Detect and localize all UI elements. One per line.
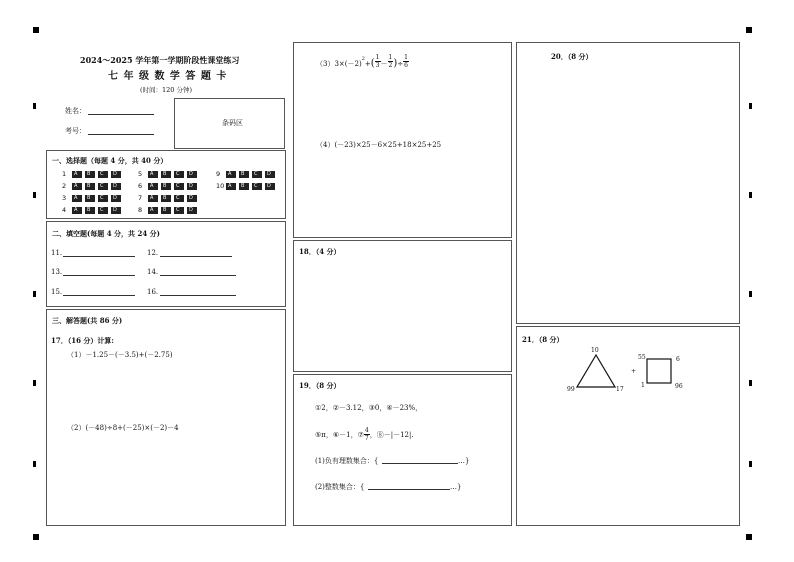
barcode-label: 条码区: [222, 119, 243, 127]
q18-title: 18．（4 分）: [299, 247, 341, 256]
mc-option-a-bubble[interactable]: [72, 171, 82, 178]
q17-part3-frac3-den: 6: [404, 62, 408, 69]
blank-label-11: 11.: [51, 249, 63, 257]
blank-label-16: 16.: [147, 288, 159, 296]
mc-option-letter: B: [87, 194, 91, 201]
mc-option-d-bubble[interactable]: [187, 207, 197, 214]
registration-mark-right-4: [749, 380, 752, 386]
mc-option-letter: C: [176, 170, 180, 177]
q17-part3-paren-close: ): [393, 58, 398, 70]
mc-option-a-bubble[interactable]: [226, 171, 236, 178]
mc-option-letter: B: [163, 182, 167, 189]
q21-triangle-top: 10: [591, 347, 599, 354]
exam-no-label: 考号：: [65, 127, 86, 135]
mc-question-10: [216, 182, 278, 191]
mc-option-a-bubble[interactable]: [72, 183, 82, 190]
mc-option-c-bubble[interactable]: [252, 183, 262, 190]
mc-option-d-bubble[interactable]: [111, 183, 121, 190]
answer-area-q18: [293, 240, 512, 372]
mc-question-1: [62, 170, 124, 179]
mc-option-letter: A: [228, 182, 232, 189]
mc-question-number: 2: [62, 182, 67, 190]
q17-part3-frac1-num: 1: [375, 54, 380, 61]
mc-option-b-bubble[interactable]: [85, 195, 95, 202]
mc-question-number: 6: [138, 182, 143, 190]
q21-square-tl: 55: [638, 354, 646, 361]
mc-option-letter: B: [163, 194, 167, 201]
q21-square: [647, 359, 671, 383]
q17-part3-frac2-num: 1: [388, 54, 393, 61]
q21-square-bl: 1: [641, 382, 645, 389]
mc-option-b-bubble[interactable]: [85, 183, 95, 190]
mc-question-9: [216, 170, 278, 179]
q19-fraction-den: 7: [364, 435, 369, 442]
mc-option-letter: C: [100, 170, 104, 177]
q19-title: 19．（8 分）: [299, 381, 341, 390]
mc-option-b-bubble[interactable]: [239, 171, 249, 178]
registration-mark-left-4: [33, 380, 36, 386]
mc-option-letter: B: [163, 206, 167, 213]
exam-no-field[interactable]: [88, 134, 154, 135]
mc-option-c-bubble[interactable]: [98, 171, 108, 178]
mc-option-c-bubble[interactable]: [98, 207, 108, 214]
answer-area-q19: [293, 374, 512, 526]
mc-option-d-bubble[interactable]: [111, 171, 121, 178]
q21-triangle-right: 17: [616, 386, 624, 393]
mc-option-letter: D: [189, 182, 193, 189]
mc-question-7: [138, 194, 200, 203]
mc-option-a-bubble[interactable]: [72, 195, 82, 202]
mc-question-number: 7: [138, 194, 143, 202]
registration-mark-left-2: [33, 192, 36, 198]
mc-option-letter: C: [254, 170, 258, 177]
mc-option-b-bubble[interactable]: [85, 207, 95, 214]
mc-question-number: 4: [62, 206, 67, 214]
mc-option-letter: C: [176, 182, 180, 189]
mc-option-b-bubble[interactable]: [161, 195, 171, 202]
mc-option-letter: D: [113, 206, 117, 213]
mc-option-letter: A: [150, 182, 154, 189]
mc-option-letter: A: [150, 170, 154, 177]
q17-part3-minus: －: [380, 60, 388, 69]
mc-option-letter: D: [113, 194, 117, 201]
registration-mark-right-3: [749, 291, 752, 297]
mc-option-c-bubble[interactable]: [98, 183, 108, 190]
q19-numbers-line1: ①2，②－3.12，③0，④－23%，: [315, 404, 423, 412]
registration-mark-left-1: [33, 103, 36, 109]
q21-triangle: [577, 355, 615, 387]
mc-option-letter: A: [150, 194, 154, 201]
q20-title: 20．（8 分）: [551, 52, 593, 61]
mc-option-letter: D: [189, 170, 193, 177]
mc-option-b-bubble[interactable]: [161, 183, 171, 190]
mc-option-a-bubble[interactable]: [148, 171, 158, 178]
q17-part3-paren-open: (: [370, 58, 375, 70]
mc-option-c-bubble[interactable]: [174, 195, 184, 202]
mc-question-number: 8: [138, 206, 143, 214]
mc-option-letter: D: [267, 182, 271, 189]
q17-title: 17．（16 分）计算:: [51, 336, 115, 345]
mc-question-4: [62, 206, 124, 215]
blank-label-14: 14.: [147, 268, 159, 276]
registration-mark-right-5: [749, 461, 752, 467]
mc-question-6: [138, 182, 200, 191]
answer-card-title: 七 年 级 数 学 答 题 卡: [108, 71, 228, 82]
mc-option-letter: A: [74, 206, 78, 213]
blank-field-12[interactable]: [160, 256, 232, 257]
mc-option-a-bubble[interactable]: [72, 207, 82, 214]
q17-part3-plus: +: [364, 60, 371, 69]
q21-square-br: 96: [675, 383, 683, 390]
registration-mark-left-3: [33, 291, 36, 297]
mc-option-b-bubble[interactable]: [239, 183, 249, 190]
answer-area-q20: [516, 42, 740, 324]
registration-mark-right-2: [749, 192, 752, 198]
mc-option-letter: B: [241, 182, 245, 189]
mc-option-letter: D: [113, 170, 117, 177]
blank-label-15: 15.: [51, 288, 63, 296]
registration-mark-tr: [746, 27, 752, 33]
q21-title: 21．（8 分）: [522, 335, 564, 344]
mc-option-c-bubble[interactable]: [174, 183, 184, 190]
mc-option-b-bubble[interactable]: [85, 171, 95, 178]
registration-mark-tl: [33, 27, 39, 33]
mc-option-letter: D: [189, 194, 193, 201]
q17-part2: （2）(－48)÷8+(－25)×(－2)－4: [67, 424, 179, 432]
mc-option-c-bubble[interactable]: [252, 171, 262, 178]
q19-negative-set-end: …}: [458, 457, 470, 465]
name-field[interactable]: [88, 114, 154, 115]
registration-mark-left-5: [33, 461, 36, 467]
q19-integer-set-end: …}: [450, 483, 462, 491]
registration-mark-br: [746, 534, 752, 540]
q19-numbers-line2: [315, 427, 414, 445]
mc-option-letter: A: [228, 170, 232, 177]
mc-option-d-bubble[interactable]: [265, 171, 275, 178]
q19-integer-set-label: (2)整数集合：{: [315, 483, 365, 491]
blank-label-12: 12.: [147, 249, 159, 257]
q17-part3-frac1-den: 3: [375, 62, 380, 69]
q19-negative-set-field[interactable]: [382, 463, 458, 464]
mc-option-d-bubble[interactable]: [187, 195, 197, 202]
section2-title: 二、填空题(每题 4 分，共 24 分): [52, 229, 160, 238]
q17-part1: （1）－1.25－(－3.5)+(－2.75): [67, 351, 173, 359]
mc-option-letter: B: [163, 170, 167, 177]
mc-option-a-bubble[interactable]: [148, 183, 158, 190]
mc-question-number: 1: [62, 170, 67, 178]
mc-option-letter: B: [87, 182, 91, 189]
mc-question-8: [138, 206, 200, 215]
exam-title: 2024～2025 学年第一学期阶段性课堂练习: [80, 55, 240, 65]
mc-option-letter: D: [189, 206, 193, 213]
section1-title: 一、选择题（每题 4 分，共 40 分）: [52, 156, 168, 165]
q17-part3-divide: ÷: [397, 60, 404, 69]
q19-negative-set-label: (1)负有理数集合：{: [315, 457, 379, 465]
q17-part3-exponent: 2: [361, 56, 365, 62]
mc-option-letter: C: [176, 206, 180, 213]
blank-field-15[interactable]: [63, 295, 135, 296]
mc-question-number: 10: [216, 182, 225, 190]
section3-title: 三、解答题(共 86 分): [52, 316, 123, 325]
mc-option-letter: B: [241, 170, 245, 177]
q17-part3-frac3-num: 1: [404, 54, 408, 61]
mc-option-letter: C: [176, 194, 180, 201]
registration-mark-right-1: [749, 103, 752, 109]
q21-triangle-left: 99: [567, 386, 575, 393]
q21-square-tr: 6: [676, 356, 680, 363]
exam-time: (时间：120 分钟): [140, 86, 193, 94]
blank-field-14[interactable]: [160, 275, 236, 276]
mc-option-a-bubble[interactable]: [148, 195, 158, 202]
mc-question-2: [62, 182, 124, 191]
mc-option-letter: D: [113, 182, 117, 189]
mc-option-a-bubble[interactable]: [148, 207, 158, 214]
mc-option-c-bubble[interactable]: [174, 207, 184, 214]
q17-part3-prefix: （3）3×(－2): [316, 60, 362, 69]
q21-plus: +: [631, 368, 637, 375]
blank-field-11[interactable]: [63, 256, 135, 257]
blank-label-13: 13.: [51, 268, 63, 276]
mc-option-d-bubble[interactable]: [111, 207, 121, 214]
mc-option-letter: C: [254, 182, 258, 189]
mc-option-letter: A: [74, 182, 78, 189]
q17-part3: [316, 54, 409, 74]
registration-mark-bl: [33, 534, 39, 540]
name-label: 姓名：: [65, 107, 86, 115]
mc-question-number: 5: [138, 170, 143, 178]
q17-part3-frac2-den: 2: [388, 62, 393, 69]
mc-question-number: 3: [62, 194, 67, 202]
q19-line2-part-a: ⑤π，⑥－1，⑦: [315, 431, 364, 439]
mc-option-letter: B: [87, 170, 91, 177]
mc-question-number: 9: [216, 170, 221, 178]
q19-line2-part-b: ，⑧－|－12|.: [369, 431, 414, 439]
mc-question-5: [138, 170, 200, 179]
mc-option-d-bubble[interactable]: [187, 183, 197, 190]
mc-option-letter: C: [100, 194, 104, 201]
mc-option-d-bubble[interactable]: [187, 171, 197, 178]
mc-option-letter: C: [100, 206, 104, 213]
mc-option-letter: A: [74, 170, 78, 177]
mc-option-b-bubble[interactable]: [161, 207, 171, 214]
mc-option-letter: A: [74, 194, 78, 201]
mc-option-letter: D: [267, 170, 271, 177]
mc-option-d-bubble[interactable]: [111, 195, 121, 202]
mc-question-3: [62, 194, 124, 203]
blank-field-13[interactable]: [63, 275, 135, 276]
q17-part4: （4）(－23)×25－6×25+18×25+25: [316, 141, 442, 149]
mc-option-d-bubble[interactable]: [265, 183, 275, 190]
mc-option-letter: A: [150, 206, 154, 213]
mc-option-c-bubble[interactable]: [174, 171, 184, 178]
q19-fraction-num: 4: [364, 427, 369, 434]
mc-option-a-bubble[interactable]: [226, 183, 236, 190]
mc-option-b-bubble[interactable]: [161, 171, 171, 178]
q19-integer-set-field[interactable]: [368, 489, 450, 490]
mc-option-letter: B: [87, 206, 91, 213]
blank-field-16[interactable]: [160, 295, 236, 296]
mc-option-letter: C: [100, 182, 104, 189]
mc-option-c-bubble[interactable]: [98, 195, 108, 202]
